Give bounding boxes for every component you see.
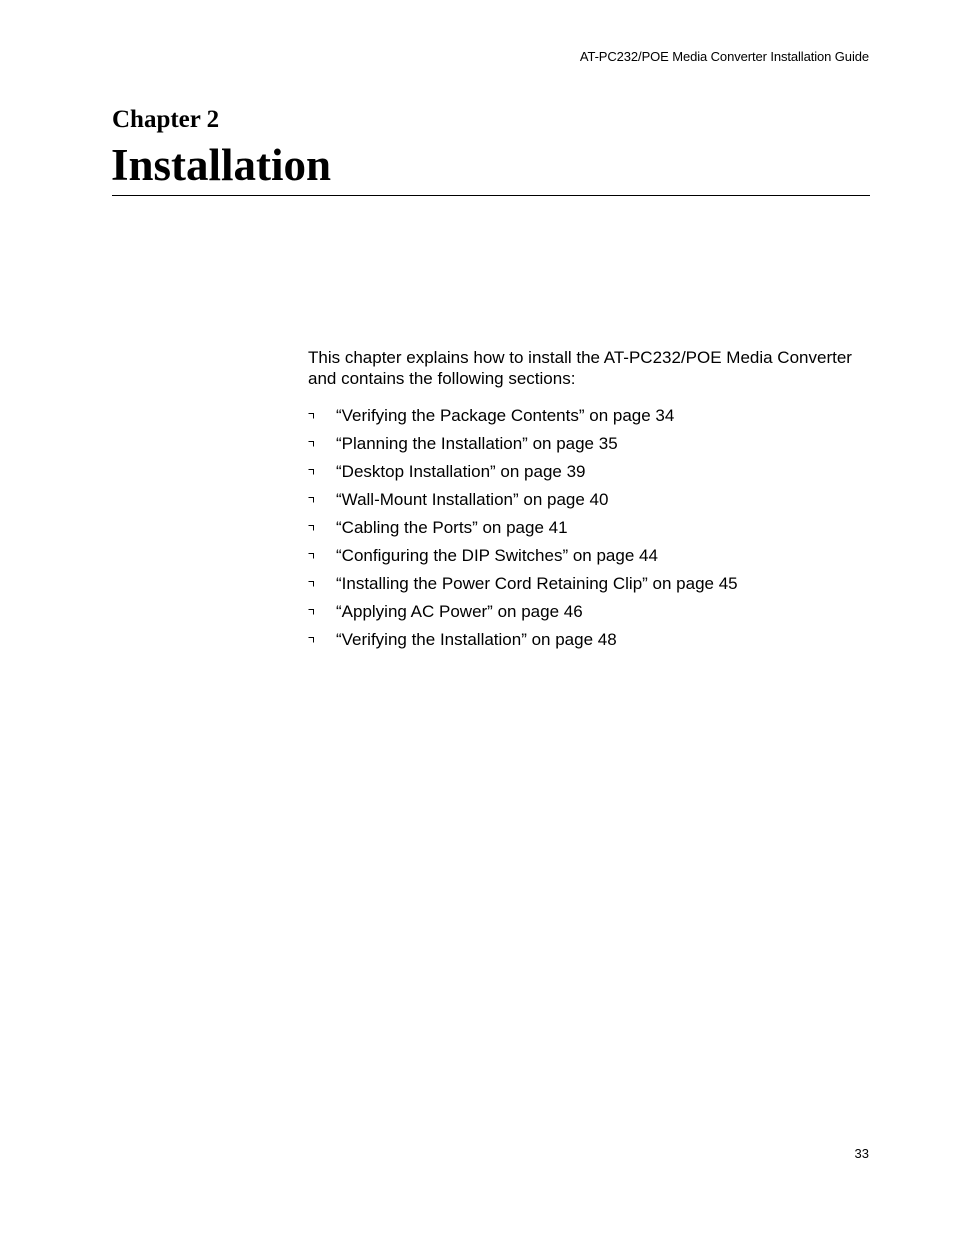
checkbox-bullet-icon [308,441,314,447]
section-list-item [308,544,878,572]
section-list-item [308,600,878,628]
section-list [308,404,878,656]
section-link-text: “Installing the Power Cord Retaining Clip” on page 45 [336,574,738,593]
section-link-text: “Cabling the Ports” on page 41 [336,518,568,537]
section-link-text: “Verifying the Package Contents” on page 34 [336,406,675,425]
section-link-text: “Wall-Mount Installation” on page 40 [336,490,609,509]
section-link-text: “Configuring the DIP Switches” on page 44 [336,546,658,565]
page-number: 33 [854,1146,869,1161]
section-list-item [308,404,878,432]
chapter-title: Installation [111,140,332,190]
chapter-label: Chapter 2 [112,106,220,133]
section-list-item [308,460,878,488]
checkbox-bullet-icon [308,525,314,531]
section-list-item [308,628,878,656]
checkbox-bullet-icon [308,469,314,475]
section-link-text: “Desktop Installation” on page 39 [336,462,586,481]
section-link-text: “Applying AC Power” on page 46 [336,602,583,621]
checkbox-bullet-icon [308,581,314,587]
checkbox-bullet-icon [308,497,314,503]
checkbox-bullet-icon [308,553,314,559]
section-list-item [308,488,878,516]
checkbox-bullet-icon [308,637,314,643]
title-rule [112,195,870,196]
section-list-item [308,572,878,600]
section-list-item [308,516,878,544]
running-header: AT-PC232/POE Media Converter Installation Guide [579,49,869,64]
section-link-text: “Verifying the Installation” on page 48 [336,630,617,649]
checkbox-bullet-icon [308,413,314,419]
section-link-text: “Planning the Installation” on page 35 [336,434,618,453]
checkbox-bullet-icon [308,609,314,615]
section-list-item [308,432,878,460]
intro-paragraph: This chapter explains how to install the AT-PC232/POE Media Converter and contains the following sections: [308,348,852,388]
